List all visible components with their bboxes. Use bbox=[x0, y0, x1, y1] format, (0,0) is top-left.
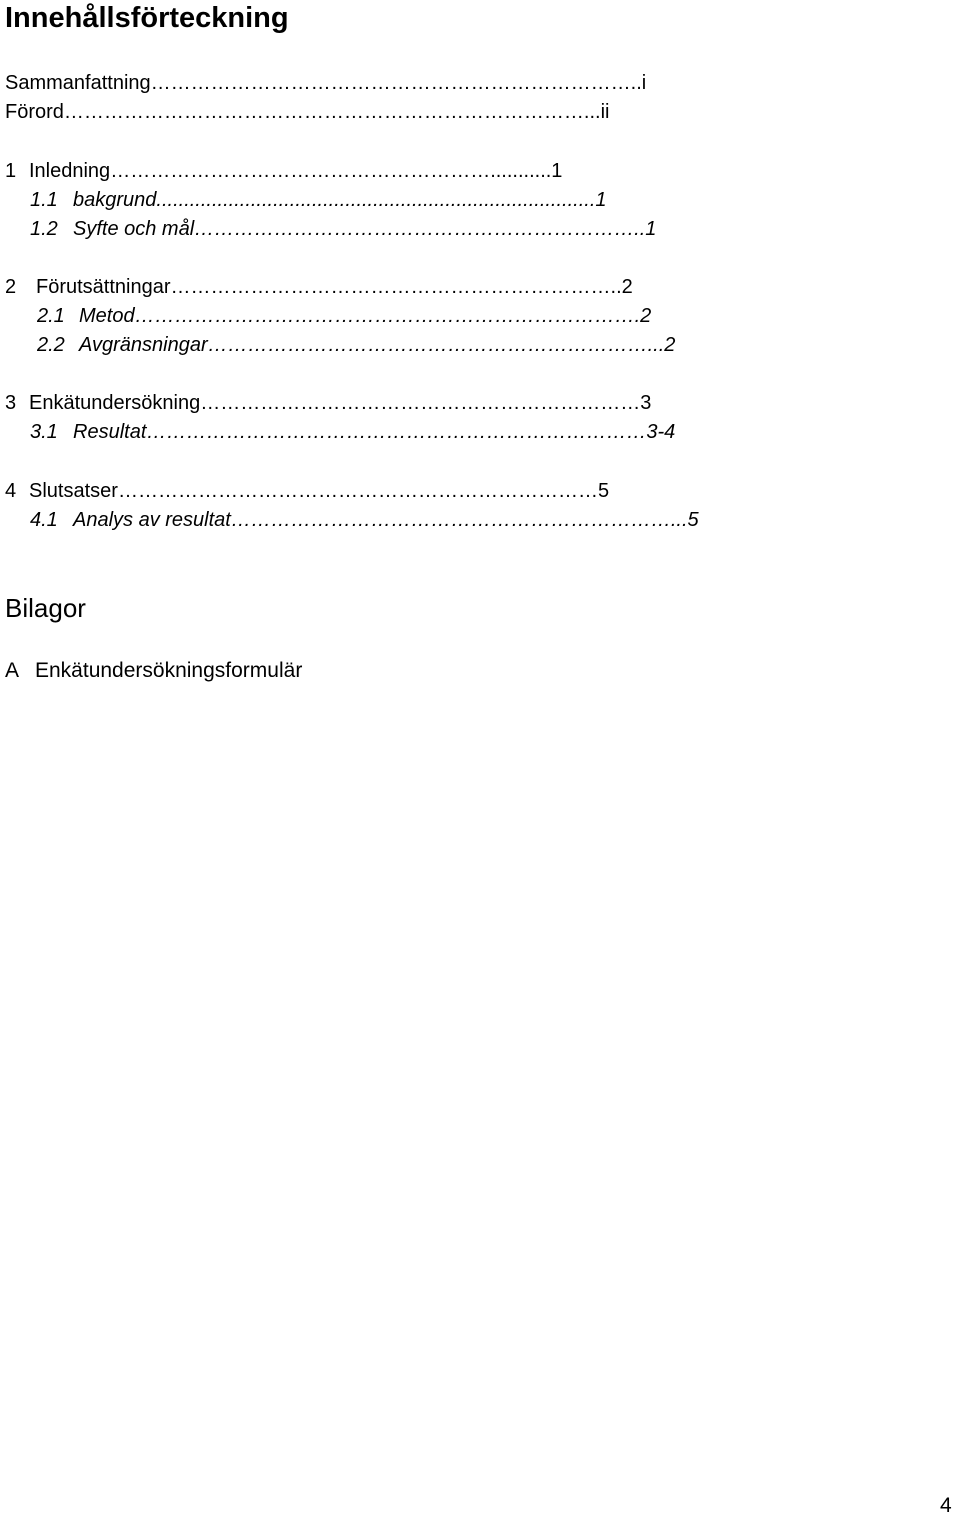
toc-entry-enkatundersokning bbox=[5, 389, 873, 418]
toc-entry-number: 1.2 bbox=[30, 218, 58, 240]
toc-entry-text: Sammanfattning………………………………………………………………..i bbox=[5, 72, 647, 94]
toc-entry-number: 1.1 bbox=[30, 189, 58, 211]
toc-entry-syfte-och-mal bbox=[30, 215, 873, 244]
toc-entry-number: 2.1 bbox=[37, 305, 65, 327]
toc-entry-leader: …………………………………………………………..2 bbox=[170, 276, 633, 298]
appendix-heading: Bilagor bbox=[5, 593, 86, 623]
toc-entry-leader: …………………………………………………………..1 bbox=[194, 218, 657, 240]
toc-entry-label: Slutsatser bbox=[29, 480, 118, 502]
toc-entry-number: 4 bbox=[5, 480, 17, 502]
toc-entry-metod bbox=[37, 302, 873, 331]
toc-entry-number: 2.2 bbox=[37, 334, 65, 356]
toc-entry-number: 4.1 bbox=[30, 509, 58, 531]
toc-entry-label: Analys av resultat bbox=[73, 509, 231, 531]
appendix-item bbox=[5, 656, 302, 686]
toc-entry-leader: ………………………………………………………………5 bbox=[117, 480, 610, 502]
toc-entry-forord bbox=[5, 98, 873, 127]
toc-entry-bakgrund bbox=[30, 186, 873, 215]
toc-entry-leader: …………………………………………………………...5 bbox=[230, 509, 699, 531]
toc-entry-leader: …………………………………………………………………3-4 bbox=[146, 421, 676, 443]
toc-entry-label: Avgränsningar bbox=[79, 334, 208, 356]
toc-entry-analys-av-resultat bbox=[30, 506, 873, 535]
page-number: 4 bbox=[940, 1494, 952, 1517]
toc-entry-leader: …………………………………………………………3 bbox=[200, 392, 652, 414]
toc-entry-leader: ...............................................................................1 bbox=[156, 189, 607, 211]
toc-entry-avgransningar bbox=[37, 331, 873, 360]
toc-entry-sammanfattning bbox=[5, 69, 873, 98]
toc-entry-forutsattningar bbox=[5, 273, 873, 302]
toc-entry-label: Förutsättningar bbox=[36, 276, 171, 298]
toc-entry-label: Inledning bbox=[29, 160, 111, 182]
appendix-item-label: Enkätundersökningsformulär bbox=[35, 659, 303, 682]
toc-entry-label: Metod bbox=[79, 305, 135, 327]
toc-entry-resultat bbox=[30, 418, 873, 447]
toc-entry-leader: …………………………………………………………...2 bbox=[207, 334, 676, 356]
toc-entry-text: Förord……………………………………………………………………...ii bbox=[5, 101, 610, 123]
toc-entry-label: Enkätundersökning bbox=[29, 392, 201, 414]
toc-entry-label: bakgrund bbox=[73, 189, 157, 211]
page-title: Innehållsförteckning bbox=[5, 2, 289, 34]
toc-entry-slutsatser bbox=[5, 477, 873, 506]
toc-entry-leader: …………………………………………………...........1 bbox=[110, 160, 563, 182]
toc-entry-number: 3.1 bbox=[30, 421, 58, 443]
toc-entry-number: 3 bbox=[5, 392, 17, 414]
toc-entry-inledning bbox=[5, 157, 873, 186]
toc-entry-number: 2 bbox=[5, 276, 17, 298]
toc-entry-label: Resultat bbox=[73, 421, 147, 443]
toc-entry-leader: ………………………………………………………………….2 bbox=[134, 305, 652, 327]
toc-entry-number: 1 bbox=[5, 160, 17, 182]
appendix-item-letter: A bbox=[5, 659, 20, 682]
toc-entry-label: Syfte och mål bbox=[73, 218, 195, 240]
